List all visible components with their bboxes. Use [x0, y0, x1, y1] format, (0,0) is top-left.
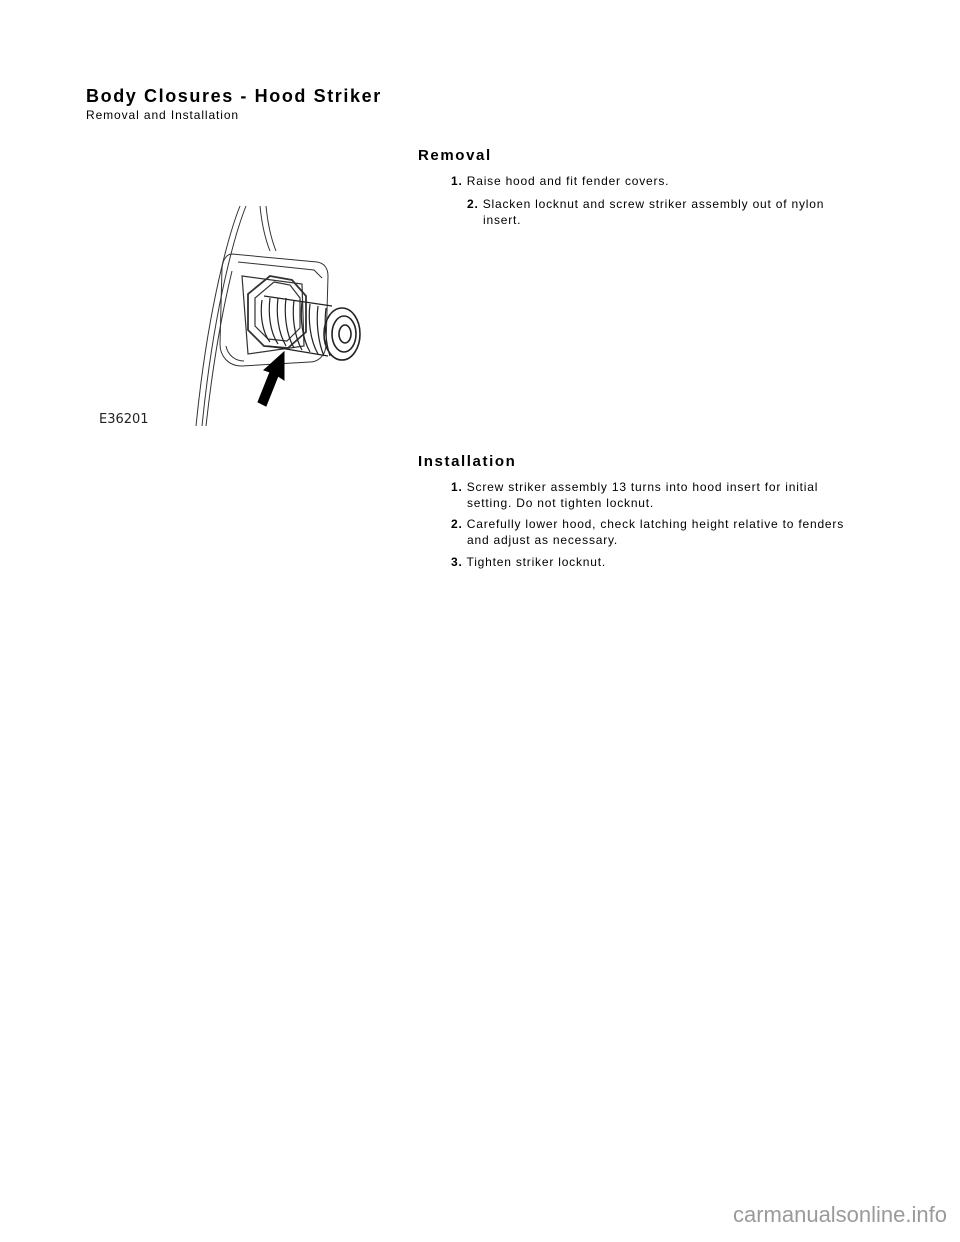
step-text: Slacken locknut and screw striker assembly out of nylon	[482, 197, 825, 211]
installation-heading: Installation	[418, 453, 517, 470]
installation-step-1	[451, 479, 871, 511]
step-text-continued: setting. Do not tighten locknut.	[467, 496, 655, 510]
step-text: Screw striker assembly 13 turns into hood insert for initial	[466, 480, 819, 494]
step-number: 2.	[451, 517, 463, 531]
figure-label: E36201	[99, 412, 149, 427]
step-number: 1.	[451, 480, 463, 494]
step-number: 2.	[467, 197, 479, 211]
page-subtitle: Removal and Installation	[86, 108, 240, 122]
watermark: carmanualsonline.info	[732, 1202, 947, 1227]
page-title: Body Closures - Hood Striker	[86, 86, 382, 106]
hood-striker-illustration	[92, 196, 382, 432]
step-text: Raise hood and fit fender covers.	[466, 174, 670, 188]
step-text-continued: insert.	[483, 213, 522, 227]
installation-step-2	[451, 516, 871, 548]
removal-step-1	[451, 173, 871, 189]
step-text: Tighten striker locknut.	[466, 555, 607, 569]
step-text-continued: and adjust as necessary.	[467, 533, 619, 547]
removal-heading: Removal	[418, 147, 492, 164]
installation-step-3	[451, 554, 871, 570]
step-number: 1.	[451, 174, 463, 188]
step-text: Carefully lower hood, check latching height relative to fenders	[466, 517, 844, 531]
removal-step-2	[467, 196, 887, 228]
step-number: 3.	[451, 555, 463, 569]
